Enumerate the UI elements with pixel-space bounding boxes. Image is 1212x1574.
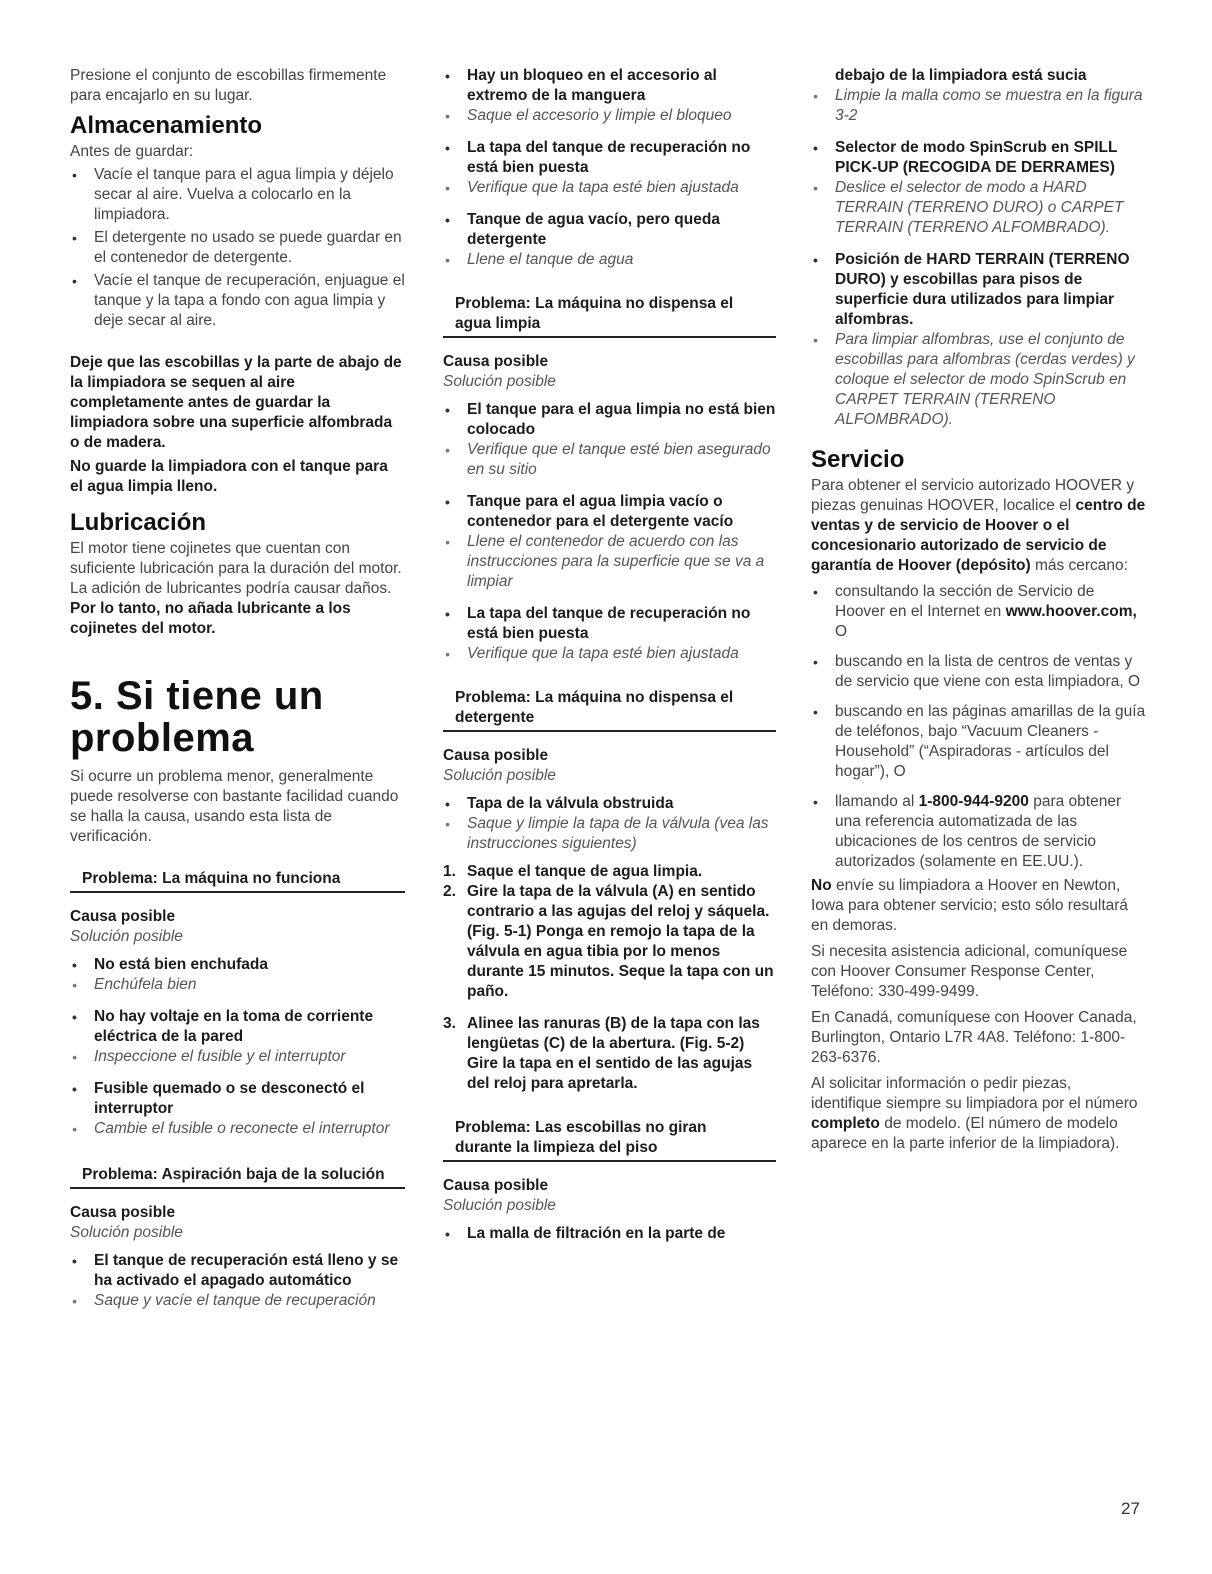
- service-intro-c: más cercano:: [1034, 557, 1128, 574]
- cause-item: • Tanque de agua vacío, pero queda detergente: [443, 210, 776, 250]
- hoover-website-link[interactable]: www.hoover.com,: [1005, 603, 1137, 620]
- causa-label: Causa posible: [443, 353, 549, 370]
- solucion-label: Solución posible: [443, 767, 556, 784]
- fix-item: • Saque el accesorio y limpie el bloqueo: [443, 106, 776, 126]
- service-intro: [811, 476, 1146, 576]
- service-item-1-text: consultando la sección de Servicio de Hoover en el Internet en: [835, 583, 1095, 620]
- list-item: • El detergente no usado se puede guardar en el contenedor de detergente.: [70, 228, 405, 268]
- service-model-a: Al solicitar información o pedir piezas, identifique siempre su limpiadora por el número: [811, 1075, 1138, 1112]
- phone-number: 1-800-944-9200: [918, 793, 1029, 810]
- service-note: [811, 876, 1146, 936]
- column-2: [443, 66, 776, 1244]
- storage-warning-1: Deje que las escobillas y la parte de abajo de la limpiadora se sequen al aire completamente antes de guardar la limpiadora sobre una superficie alfombrada o de madera.: [70, 354, 402, 451]
- cause-item: • No está bien enchufada: [70, 955, 405, 975]
- fix-item: • Verifique que el tanque esté bien asegurado en su sitio: [443, 440, 776, 480]
- list-item: • buscando en la lista de centros de ventas y de servicio que viene con esta limpiadora, O: [811, 652, 1146, 692]
- fix-item: • Cambie el fusible o reconecte el interruptor: [70, 1119, 405, 1139]
- problem-4-list: [443, 794, 776, 854]
- fix-item: • Saque y vacíe el tanque de recuperación: [70, 1291, 405, 1311]
- list-item: [811, 792, 1146, 872]
- intro-text: Presione el conjunto de escobillas firmemente para encajarlo en su lugar.: [70, 67, 387, 104]
- section-5-title-line-2: problema: [70, 716, 255, 760]
- problem-4: [443, 688, 776, 1094]
- service-note-no: No: [811, 877, 832, 894]
- cause-item: • Posición de HARD TERRAIN (TERRENO DURO) y escobillas para pisos de superficie dura utilizados para limpiar alfombras.: [811, 250, 1146, 330]
- problem-3-list: [443, 400, 776, 664]
- valve-steps: [443, 862, 776, 1094]
- fix-item: • Para limpiar alfombras, use el conjunto de escobillas para alfombras (cerdas verdes) y coloque el selector de modo SpinScrub en CARPET TERRAIN (TERRENO ALFOMBRADO).: [811, 330, 1146, 430]
- section-5-intro: Si ocurre un problema menor, generalmente puede resolverse con bastante facilidad cuando se halla la causa, usando esta lista de verificación.: [70, 768, 399, 845]
- step-item: 1. Saque el tanque de agua limpia.: [443, 862, 776, 882]
- lubrication-text-bold: Por lo tanto, no añada lubricante a los cojinetes del motor.: [70, 600, 351, 637]
- service-intro-bold: centro de ventas y de servicio de Hoover o el concesionario autorizado de servicio de garantía de Hoover (depósito): [811, 497, 1146, 574]
- service-item-4-a: llamando al: [835, 793, 915, 810]
- problem-3-title: Problema: La máquina no dispensa el agua limpia: [443, 294, 776, 338]
- causa-label: Causa posible: [70, 1204, 176, 1221]
- cause-item: • No hay voltaje en la toma de corriente eléctrica de la pared: [70, 1007, 405, 1047]
- storage-warning-2: No guarde la limpiadora con el tanque para el agua limpia lleno.: [70, 458, 388, 495]
- service-item-4-c: para obtener una referencia automatizada de las ubicaciones de los centros de servicio autorizados (solamente en EE.UU.).: [835, 793, 1122, 870]
- problem-2-list: [70, 1251, 405, 1311]
- fix-item: • Llene el contenedor de acuerdo con las instrucciones para la superficie que se va a limpiar: [443, 532, 776, 592]
- solucion-label: Solución posible: [70, 1224, 183, 1241]
- cause-item: • Selector de modo SpinScrub en SPILL PICK-UP (RECOGIDA DE DERRAMES): [811, 138, 1146, 178]
- solucion-label: Solución posible: [70, 928, 183, 945]
- service-assistance: Si necesita asistencia adicional, comuníquese con Hoover Consumer Response Center, Teléfono: 330-499-9499.: [811, 943, 1128, 1000]
- service-list: [811, 582, 1146, 872]
- solucion-label: Solución posible: [443, 373, 556, 390]
- problem-1-title: Problema: La máquina no funciona: [70, 869, 405, 893]
- cause-item: • La tapa del tanque de recuperación no está bien puesta: [443, 138, 776, 178]
- problem-2: [70, 1165, 405, 1311]
- problem-5-list: [443, 1224, 776, 1244]
- list-item: • Vacíe el tanque de recuperación, enjuague el tanque y la tapa a fondo con agua limpia y deje secar al aire.: [70, 271, 405, 331]
- cause-item: • Tapa de la válvula obstruida: [443, 794, 776, 814]
- problem-2-title: Problema: Aspiración baja de la solución: [70, 1165, 405, 1189]
- fix-item: • Verifique que la tapa esté bien ajustada: [443, 178, 776, 198]
- service-canada: En Canadá, comuníquese con Hoover Canada, Burlington, Ontario L7R 4A8. Teléfono: 1-800-263-6376.: [811, 1009, 1137, 1066]
- problem-2-list-continued: [443, 66, 776, 270]
- list-item: [811, 582, 1146, 642]
- lubrication-heading: Lubricación: [70, 509, 207, 536]
- service-item-1-or: O: [835, 623, 848, 640]
- problem-3: [443, 294, 776, 664]
- section-5-title-line-1: 5. Si tiene un: [70, 674, 324, 718]
- fix-item: • Verifique que la tapa esté bien ajustada: [443, 644, 776, 664]
- storage-list: [70, 165, 405, 331]
- fix-item: • Inspeccione el fusible y el interruptor: [70, 1047, 405, 1067]
- causa-label: Causa posible: [70, 908, 176, 925]
- column-1: [70, 66, 405, 1311]
- problem-1-list: [70, 955, 405, 1139]
- service-model-c: de modelo. (El número de modelo aparece en la parte inferior de la limpiadora).: [811, 1115, 1120, 1152]
- service-intro-a: Para obtener el servicio autorizado HOOVER y piezas genuinas HOOVER, localice el: [811, 477, 1135, 514]
- causa-label: Causa posible: [443, 747, 549, 764]
- problem-5-title: Problema: Las escobillas no giran durante la limpieza del piso: [443, 1118, 776, 1162]
- cause-item: • La malla de filtración en la parte de: [443, 1224, 776, 1244]
- step-item: 3. Alinee las ranuras (B) de la tapa con las lengüetas (C) de la abertura. (Fig. 5-2) Gire la tapa en el sentido de las agujas del reloj para apretarla.: [443, 1014, 776, 1094]
- storage-heading: Almacenamiento: [70, 112, 263, 139]
- lubrication-text-plain: El motor tiene cojinetes que cuentan con suficiente lubricación para la duración del motor. La adición de lubricantes podría causar daños.: [70, 540, 402, 597]
- storage-lead: Antes de guardar:: [70, 143, 194, 160]
- cause-item: • El tanque de recuperación está lleno y se ha activado el apagado automático: [70, 1251, 405, 1291]
- list-item: • buscando en las páginas amarillas de la guía de teléfonos, bajo “Vacuum Cleaners - Household” (“Aspiradoras - artículos del hogar”), O: [811, 702, 1146, 782]
- cause-item: • Fusible quemado o se desconectó el interruptor: [70, 1079, 405, 1119]
- cause-continued: debajo de la limpiadora está sucia: [835, 67, 1087, 84]
- causa-label: Causa posible: [443, 1177, 549, 1194]
- problem-1: [70, 869, 405, 1139]
- cause-item: • El tanque para el agua limpia no está bien colocado: [443, 400, 776, 440]
- step-item: 2. Gire la tapa de la válvula (A) en sentido contrario a las agujas del reloj y sáquela. (Fig. 5-1) Ponga en remojo la tapa de la válvula en agua tibia por lo menos durante 15 minutos. Seque la tapa con un paño.: [443, 882, 776, 1002]
- fix-item: • Saque y limpie la tapa de la válvula (vea las instrucciones siguientes): [443, 814, 776, 854]
- service-model-note: [811, 1074, 1146, 1154]
- fix-item: • Llene el tanque de agua: [443, 250, 776, 270]
- solucion-label: Solución posible: [443, 1197, 556, 1214]
- fix-item: • Enchúfela bien: [70, 975, 405, 995]
- fix-item: • Limpie la malla como se muestra en la figura 3-2: [811, 86, 1146, 126]
- page-number: 27: [1121, 1499, 1140, 1518]
- cause-item: • Hay un bloqueo en el accesorio al extremo de la manguera: [443, 66, 776, 106]
- cause-item: • La tapa del tanque de recuperación no está bien puesta: [443, 604, 776, 644]
- section-5-heading: [70, 675, 405, 759]
- column-3: [811, 66, 1146, 1154]
- service-note-text: envíe su limpiadora a Hoover en Newton, Iowa para obtener servicio; esto sólo resultará en demoras.: [811, 877, 1129, 934]
- service-heading: Servicio: [811, 446, 905, 473]
- cause-item: • Tanque para el agua limpia vacío o contenedor para el detergente vacío: [443, 492, 776, 532]
- lubrication-text: [70, 539, 405, 639]
- problem-5: [443, 1118, 776, 1244]
- list-item: • Vacíe el tanque para el agua limpia y déjelo secar al aire. Vuelva a colocarlo en la limpiadora.: [70, 165, 405, 225]
- fix-item: • Deslice el selector de modo a HARD TERRAIN (TERRENO DURO) o CARPET TERRAIN (TERRENO ALFOMBRADO).: [811, 178, 1146, 238]
- problem-5-list-continued: [811, 86, 1146, 430]
- service-model-bold: completo: [811, 1115, 880, 1132]
- problem-4-title: Problema: La máquina no dispensa el detergente: [443, 688, 776, 732]
